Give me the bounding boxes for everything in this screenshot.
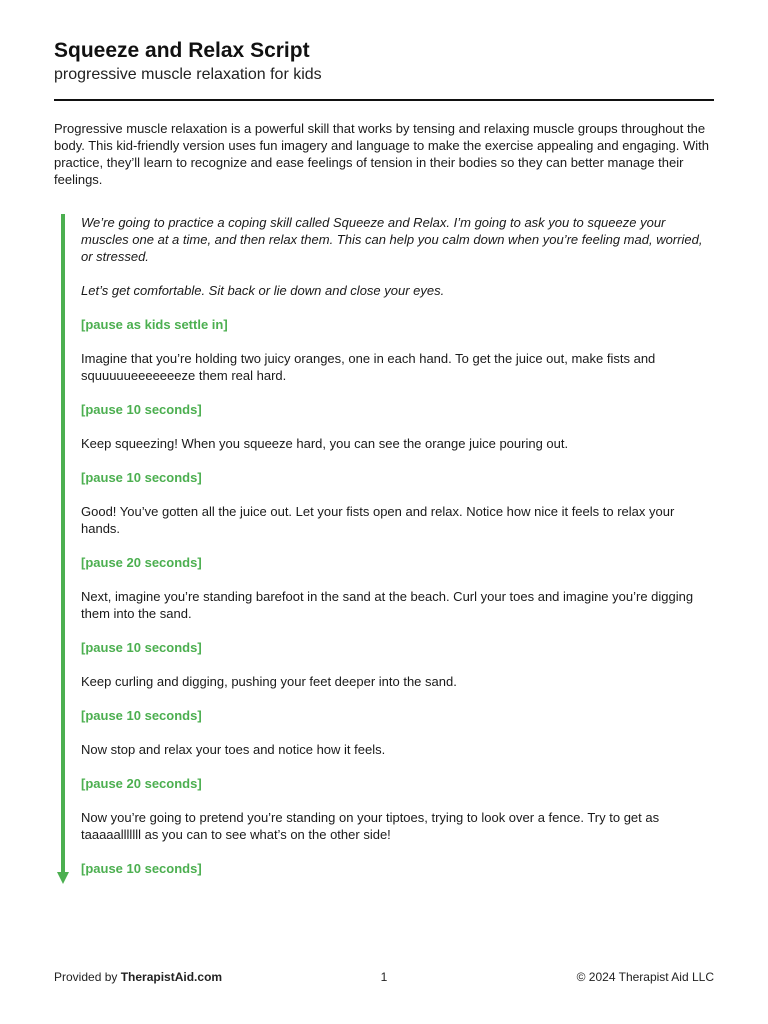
footer-copyright: © 2024 Therapist Aid LLC: [576, 970, 714, 984]
footer-provided-by: Provided by: [54, 970, 118, 984]
page-footer: [54, 970, 714, 988]
footer-brand-link[interactable]: TherapistAid.com: [120, 970, 223, 984]
script-paragraph: Next, imagine you’re standing barefoot in the sand at the beach. Curl your toes and imagine you’re digging them into the sand.: [81, 589, 694, 621]
pause-cue: [pause 20 seconds]: [81, 555, 202, 570]
script-paragraph: Now stop and relax your toes and notice how it feels.: [81, 742, 386, 757]
script-paragraph: Imagine that you’re holding two juicy oranges, one in each hand. To get the juice out, make fists and squuuuueeeeeeeze them real hard.: [81, 351, 656, 383]
arrow-down-icon: [57, 872, 69, 884]
script-paragraph: We’re going to practice a coping skill called Squeeze and Relax. I’m going to ask you to squeeze your muscles one at a time, and then relax them. This can help you calm down when you’re feeling mad, worried, or stressed.: [81, 215, 703, 264]
pause-cue: [pause as kids settle in]: [81, 317, 228, 332]
page-subtitle: progressive muscle relaxation for kids: [54, 66, 322, 83]
script-paragraph: Good! You’ve gotten all the juice out. Let your fists open and relax. Notice how nice it feels to relax your hands.: [81, 504, 675, 536]
script-paragraph: Keep curling and digging, pushing your feet deeper into the sand.: [81, 674, 457, 689]
document-header: [54, 38, 714, 86]
pause-cue: [pause 10 seconds]: [81, 708, 202, 723]
pause-cue: [pause 10 seconds]: [81, 470, 202, 485]
pause-cue: [pause 10 seconds]: [81, 861, 202, 876]
script-paragraph: Keep squeezing! When you squeeze hard, you can see the orange juice pouring out.: [81, 436, 569, 451]
pause-cue: [pause 10 seconds]: [81, 640, 202, 655]
script-arrow-line: [61, 214, 65, 874]
page-title: Squeeze and Relax Script: [54, 39, 310, 62]
header-divider: [54, 99, 714, 101]
script-body: [81, 214, 711, 894]
script-paragraph: Now you’re going to pretend you’re standing on your tiptoes, trying to look over a fence. Try to get as taaaaalllllll as you can to see what’s on the other side!: [81, 810, 660, 842]
page-number: 1: [380, 970, 388, 984]
pause-cue: [pause 20 seconds]: [81, 776, 202, 791]
script-paragraph: Let’s get comfortable. Sit back or lie down and close your eyes.: [81, 283, 445, 298]
pause-cue: [pause 10 seconds]: [81, 402, 202, 417]
intro-paragraph: Progressive muscle relaxation is a powerful skill that works by tensing and relaxing muscle groups throughout the body. This kid-friendly version uses fun imagery and language to make the exercise appealing and engaging. With practice, they’ll learn to recognize and ease feelings of tension in their bodies so they can better manage their feelings.: [54, 121, 709, 187]
